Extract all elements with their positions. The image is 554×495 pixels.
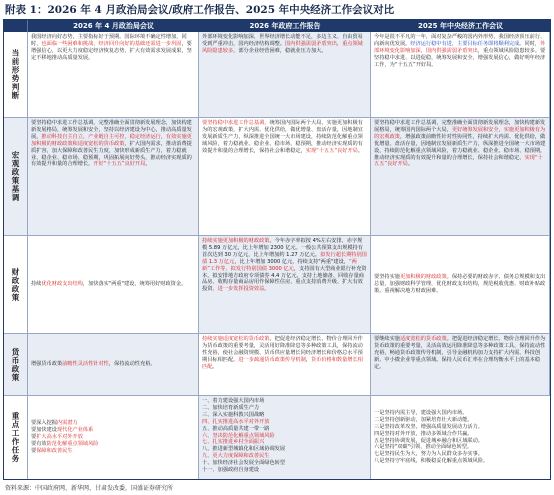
highlight-text: 防范化解重点领域风险 [46,440,99,447]
monetary-col1 [28,334,199,396]
body-text: 。保持必要的财政赤字、债务总规模和支出总量，加强财政科学管理，优化财政支出结构，规范税收优惠、财政补贴政策。重视解决地方财政困难。 [374,274,546,294]
highlight-text: 适度宽松的货币政策 [399,336,447,342]
highlight-text: 也面临一些困难和挑战，经济回升向好的基础还需进一步巩固 [41,40,182,47]
body-text: 。 [212,363,218,370]
highlight-text: 现代化产业体系 [56,427,94,434]
highlight-text: 前瞻性灵活性针对性 [62,361,109,368]
body-text: 。把促进经济稳定增长、物价合理回升作为货币政策的重要考量，灵活用好降准降息等多种政策工具，保持流动性充裕，使社会融资规模、货币供应量增长同经济增长和价格总水平预期目标相匹配。 [202,336,363,363]
body-text: ，要增强信心，以更大力度稳定经济恢复态势，扩大有效需求发展成果，坚定不移地推动高质量发展。 [31,40,192,61]
policy-col2 [199,118,371,236]
situation-col1 [28,32,199,118]
body-text: 要 [31,447,37,454]
body-text: 二、加快培育新质生产力 [202,404,260,411]
body-text: 三、深入实施科教兴国战略 [202,411,265,418]
task-item [31,441,195,448]
task-item [374,410,547,417]
task-item [202,467,367,474]
highlight-text: 进一步发挥投资效益 [217,286,265,293]
highlight-text: 优化财政支出结构 [41,281,83,288]
body-text: 增强货币政策 [31,361,63,368]
highlight-text: 实现“十五五”良好开局 [374,154,543,168]
body-text: ，支持国有大型商业银行补充资本。拟安排地方政府专项债券 4.4 万亿元，支持土地储备、回收存量商品房、收购存量商品房用作保障性住房，重点支持消费升级、扩大有效投资、 [202,265,367,293]
body-text: 要有效 [31,440,47,447]
body-text: 要坚持稳中求进工作总基调，完整准确全面贯彻新发展理念，加快构建新发展格局，统筹发展和安全，坚持以经济建设为中心，推动高质量发展。 [31,120,192,140]
highlight-text: 内需潜力 [56,420,78,427]
fiscal-col2 [199,236,371,334]
highlight-text: 开好“十五五”良好开局 [93,161,146,168]
policy-col1 [28,118,199,236]
body-text: 八是坚持守牢底线，积极稳妥化解重点领域风险。 [374,458,489,465]
body-text: 今年是很不平凡的一年，面对复杂严峻的国内外形势，我国经济顶压前行、向新向优发展。 [374,34,546,47]
body-text: 。 [407,161,414,168]
fiscal-col1 [28,236,199,334]
highlight-text: 更好统筹发展和安全，实施更加积极有为的宏观政策 [374,126,546,140]
body-text: ， [305,356,311,363]
body-text: 要坚持实施 [374,274,400,281]
header-col3: 2025 年中央经济工作会议 [371,20,550,32]
body-text: 一是坚持内需主导，建设强大国内市场。 [374,409,468,416]
highlight-text: 更加积极的财政政策 [399,274,447,281]
highlight-text: 国内供强需弱矛盾突出，重点领域风险隐患较多 [202,40,363,54]
body-text: 。 [264,286,270,293]
task-item [374,417,547,424]
highlight-text: 七、扎实推进乡村全面振兴 [202,439,265,446]
highlight-text: 四、扎实推进高水平对外开放 [202,418,270,425]
source-note: 资料来源：中国政府网、新华网、甘肃发改委，国盛证券研究所 [5,485,174,492]
highlight-text: 九、更大力度保障和改善民生 [202,453,270,460]
body-text: ，加快落实"两重"建设，统筹用好财政资金。 [82,281,187,288]
body-text: ，增强政策前瞻性针对性协同性，持续扩大内需、优化供给，做优增量、盘活存量，因地制宜发展新质生产力，纵深推进全国统一大市场建设，持续防范化解重点领域风险，着力稳就业、稳企业、稳市场、稳预期，推动经济实现质的有效提升和量的合理增长，保持社会和谐稳定， [374,133,546,161]
fiscal-col3 [371,236,550,334]
body-text: 。 [145,161,151,168]
highlight-text: 持续实施适度宽松的货币政策 [202,336,270,342]
situation-col2 [199,32,371,118]
highlight-text: 要坚持稳中求进工作总基调， [202,120,270,126]
body-text: 。 [357,147,364,154]
task-item [374,424,547,431]
body-text: 要 [31,434,37,441]
highlight-text: 持续实施更加积极的财政政策 [202,238,270,244]
highlight-text: 扩大高水平对外开放 [36,434,83,441]
monetary-col2 [199,334,371,396]
highlight-text: 拟发行超长期特别国债 1.3 万亿元 [202,251,367,265]
row-label-situation: 当前形势判断 [4,32,28,118]
body-text: 要继续实施 [374,336,400,342]
body-text: ，扩大国内需求，推动消费提质扩容，加大保障和改善民生力度，加快形成新质生产力，着力稳就业、稳企业、稳市场、稳预期，巩固拓展向好势头，推动经济实现质的有效提升和量的合理增长， [31,140,192,168]
body-text: 五、推动高质量共建一带一路 [202,425,270,432]
row-label-policy: 宏观政策基调 [4,118,28,236]
highlight-text: 进一步疏通货币政策传导机制 [238,356,306,363]
body-text: 一、着力建设强大国内市场 [202,398,265,404]
task-item [374,458,547,465]
body-text: ，比上年增加 3000 亿元，持续支持"两重"建设， [234,258,349,265]
row-label-monetary: 货币政策 [4,334,28,396]
body-text: 七是坚持民生为大，努力为人民群众多办实事。 [374,451,483,458]
body-text: 要坚持稳中求进工作总基调，完整准确全面贯彻新发展理念，加快构建新发展格局，统筹国内国际两个大局， [374,120,546,133]
row-label-tasks: 重点工作任务 [4,396,28,479]
body-text: ，保持流动性充裕。 [108,361,156,368]
body-text: 统筹国内国际两个大局，实施更加积极有为的宏观政策，扩大内需、优化供给，做优增量、盘活存量，因地制宜发展新质生产力，纵深推进全国统一大市场建设，持续防范化解重点领域风险，着力稳就业、稳企业、稳市场、稳预期，推动经济实现质的有效提升和量的合理增长，保持社会和谐稳定， [202,120,363,154]
task-item [202,398,367,405]
monetary-col3 [371,334,550,396]
body-text: 外部环境变化影响加深，世界经济增长动能不足，多边主义、自由贸易受到严重冲击，国内经济结构调整。 [202,34,363,47]
row-label-fiscal: 财政政策 [4,236,28,334]
body-text: ，重点领域风险隐患较多。要坚持稳中求进、以进促稳，统筹发展和安全，增强发展信心，做好明年经济工作，为“十五五”开好局。 [374,47,546,68]
body-text: 。同时， [519,40,541,47]
body-text: 要加快建设 [31,427,57,434]
header-blank [4,20,28,32]
body-text: 。今年赤字率拟按 4%左右安排，赤字规模 5.89 万亿元，比上年增加 2300 亿元。一般公共预算支出规模持有首次达到 30 万亿元，比上年增加约 1.27 万亿元。 [202,238,364,258]
highlight-text: 外部环境变化影响加深，国内供强需弱矛盾突出 [374,40,546,54]
comparison-table [3,19,551,480]
highlight-text: 货币价格和数量增长相匹配 [202,356,363,370]
body-text: 二是坚持创新驱动，加紧培育壮大新动能。 [374,416,473,423]
header-col1: 2026 年 4 月政治局会议 [28,20,199,32]
report-title: 附表 1：2026 年 4 月政治局会议/政府工作报告、2025 年中央经济工作会议对比 [5,4,395,16]
task-item [31,448,195,455]
task-item [202,412,367,419]
body-text: 我国经济向好态势，主要指标好于预期。国际环境不确定性增加，同时， [31,34,187,47]
body-text: 十一、加强政府自身建设 [202,467,260,474]
task-item [31,434,195,441]
body-text: 三是坚持改革攻坚，增强高质量发展动力活力。 [374,423,483,430]
task-item [202,426,367,433]
highlight-text: 推动科技自主自立，产业链自主可控，稳定经济运行，有效实施更加积极的财政政策和适度宽松的货币政策 [31,133,192,147]
highlight-text: 保障和改善民生 [36,447,73,454]
task-item [374,431,547,438]
body-text: 六是坚持"双碳"引领，推动全面绿色转型。 [374,444,473,451]
body-text: 四是坚持对外开放，推动多领域合作共赢。 [374,430,473,437]
tasks-col2 [199,396,371,479]
task-item [202,419,367,426]
situation-col3 [371,32,550,118]
policy-col3 [371,118,550,236]
body-text: 要深入挖掘 [31,420,57,427]
task-item [202,405,367,412]
body-text: 。把促进经济稳定增长、物价合理回升作为货币政策的重要考量，灵活高效运用降准降息等多种政策工具，保持流动性充裕，畅通货币政策传导机制，引导金融机构加力支持扩大内需、科技创新、中小微企业等重点领域。保持人民币汇率在合理均衡水平上的基本稳定。 [374,336,546,370]
body-text: 持续 [31,281,42,288]
highlight-text: 六、坚决防范化解重点领域风险 [202,432,275,439]
header-col2: 2026 年政府工作报告 [199,20,371,32]
body-text: 八、推进新型城镇化和区域协调发展 [202,446,286,453]
body-text: ，部分企业经营困难，稳就业压力加大。 [233,47,327,54]
highlight-text: 经济运行稳中有进，主要目标任务即将顺利完成 [410,40,520,47]
body-text: 五是坚持协调发展，促进城乡融合和区域联动。 [374,437,483,444]
tasks-col1 [28,396,199,479]
highlight-text: 实现“十五五”良好开局 [305,147,358,154]
task-item [31,427,195,434]
tasks-col3 [371,396,550,479]
body-text: 十、加快经济社会发展全面绿色转型 [202,460,286,467]
highlight-text: “两新”工作等，拟发行特别国债 3000 亿元 [202,258,357,272]
